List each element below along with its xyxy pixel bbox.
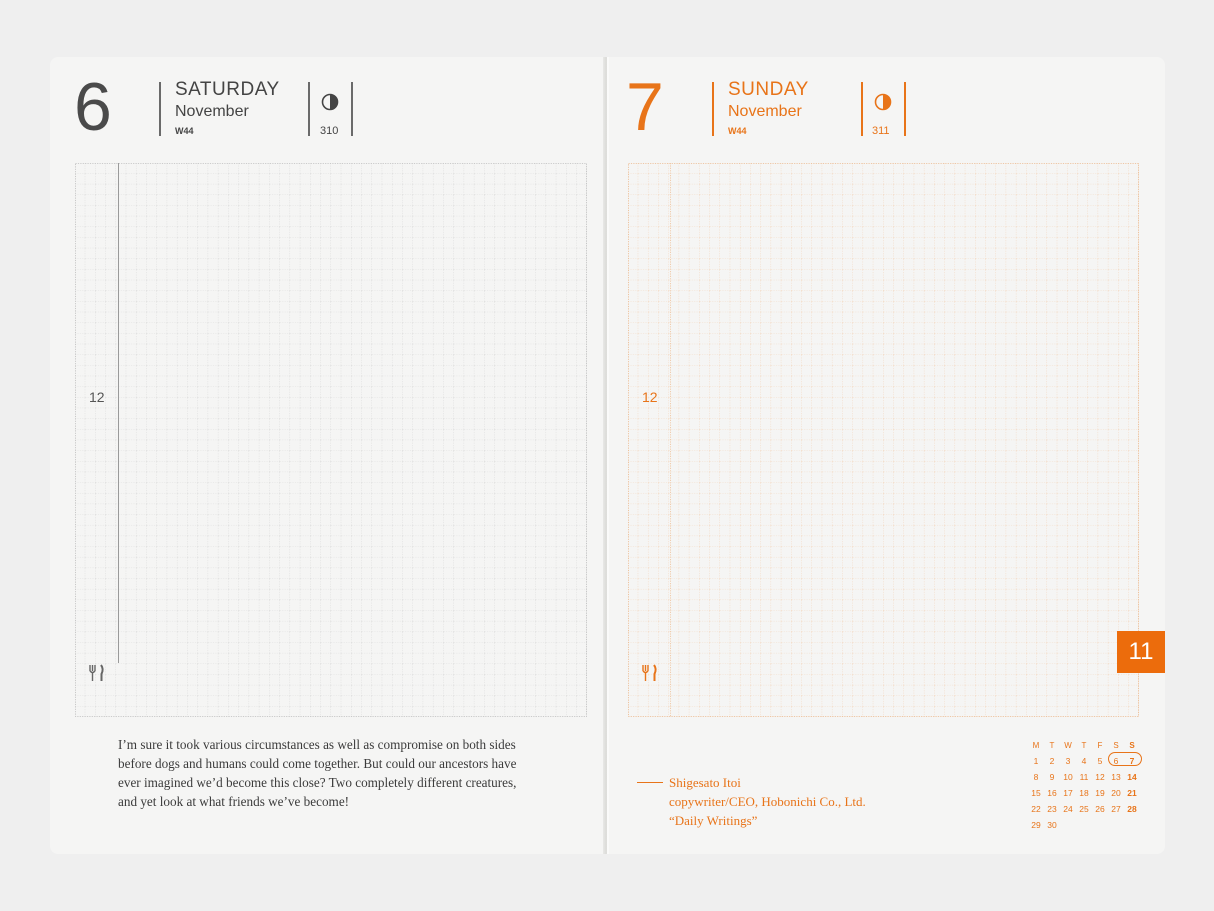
calendar-day: 22 xyxy=(1031,804,1041,814)
hour-label-12: 12 xyxy=(642,389,658,405)
header-divider xyxy=(351,82,353,136)
calendar-day: 25 xyxy=(1079,804,1089,814)
calendar-day: 5 xyxy=(1097,756,1103,766)
calendar-day: 13 xyxy=(1111,772,1121,782)
fork-knife-icon xyxy=(88,663,106,683)
calendar-day: 18 xyxy=(1079,788,1089,798)
calendar-day xyxy=(1076,817,1092,833)
calendar-day: 21 xyxy=(1127,788,1137,798)
weekday-header: T xyxy=(1081,740,1087,750)
calendar-day: 14 xyxy=(1127,772,1137,782)
mini-calendar-header xyxy=(1028,737,1140,753)
first-quarter-moon-icon xyxy=(874,93,892,111)
calendar-day: 8 xyxy=(1033,772,1039,782)
grid-paper[interactable] xyxy=(75,163,587,717)
right-page xyxy=(609,57,1165,854)
weekday: SATURDAY xyxy=(175,79,280,100)
calendar-day: 26 xyxy=(1095,804,1105,814)
calendar-day: 11 xyxy=(1079,772,1089,782)
weekday-header: M xyxy=(1032,740,1040,750)
calendar-day: 17 xyxy=(1063,788,1073,798)
mini-calendar-week xyxy=(1028,769,1140,785)
weekday: SUNDAY xyxy=(728,79,809,100)
weekday-header: T xyxy=(1049,740,1055,750)
month-index-tab[interactable]: 11 xyxy=(1117,631,1165,673)
header-divider xyxy=(308,82,310,136)
author-source: “Daily Writings” xyxy=(669,813,758,828)
mini-calendar-week xyxy=(1028,817,1140,833)
calendar-day: 30 xyxy=(1047,820,1057,830)
calendar-day: 29 xyxy=(1031,820,1041,830)
calendar-day: 15 xyxy=(1031,788,1041,798)
calendar-day-current: 6 xyxy=(1113,756,1119,766)
calendar-day: 10 xyxy=(1063,772,1073,782)
weekday-header: F xyxy=(1097,740,1103,750)
calendar-day: 24 xyxy=(1063,804,1073,814)
calendar-day: 3 xyxy=(1065,756,1071,766)
calendar-day: 23 xyxy=(1047,804,1057,814)
calendar-day: 12 xyxy=(1095,772,1105,782)
first-quarter-moon-icon xyxy=(321,93,339,111)
month: November xyxy=(728,103,802,120)
planner-spread xyxy=(50,57,1165,854)
week-number: W44 xyxy=(175,126,194,136)
calendar-day: 4 xyxy=(1081,756,1087,766)
calendar-day: 1 xyxy=(1033,756,1039,766)
calendar-day: 16 xyxy=(1047,788,1057,798)
month: November xyxy=(175,103,249,120)
week-number: W44 xyxy=(728,126,747,136)
calendar-day: 20 xyxy=(1111,788,1121,798)
author-title: copywriter/CEO, Hobonichi Co., Ltd. xyxy=(669,794,866,809)
weekday-header: W xyxy=(1064,740,1072,750)
current-days-highlight xyxy=(1108,752,1142,766)
left-page xyxy=(50,57,605,854)
author-name: Shigesato Itoi xyxy=(669,775,741,790)
calendar-day: 28 xyxy=(1127,804,1137,814)
weekday-header: S xyxy=(1129,740,1135,750)
calendar-day xyxy=(1092,817,1108,833)
weekday-header: S xyxy=(1113,740,1119,750)
header-divider xyxy=(159,82,161,136)
attribution-dash xyxy=(637,782,663,783)
day-of-year: 311 xyxy=(872,125,890,137)
calendar-day: 9 xyxy=(1049,772,1055,782)
calendar-day xyxy=(1060,817,1076,833)
calendar-day: 2 xyxy=(1049,756,1055,766)
fork-knife-icon xyxy=(641,663,659,683)
daily-quote: I’m sure it took various circumstances as well as compromise on both sides before dogs and humans could come together. But could our ancestors have ever imagined we’d become this close? Two completely different creatures, and yet look at what friends we’ve become! xyxy=(118,737,517,809)
mini-calendar-week xyxy=(1028,785,1140,801)
calendar-day: 19 xyxy=(1095,788,1105,798)
mini-calendar-week xyxy=(1028,801,1140,817)
hour-label-12: 12 xyxy=(89,389,105,405)
calendar-day: 27 xyxy=(1111,804,1121,814)
day-number: 7 xyxy=(626,69,664,145)
header-divider xyxy=(904,82,906,136)
day-number: 6 xyxy=(74,69,112,145)
calendar-day xyxy=(1108,817,1124,833)
calendar-day xyxy=(1124,817,1140,833)
calendar-day-current: 7 xyxy=(1129,756,1135,766)
grid-paper[interactable] xyxy=(628,163,1139,717)
quote-attribution xyxy=(669,773,866,830)
header-divider xyxy=(861,82,863,136)
header-divider xyxy=(712,82,714,136)
day-of-year: 310 xyxy=(320,125,339,137)
